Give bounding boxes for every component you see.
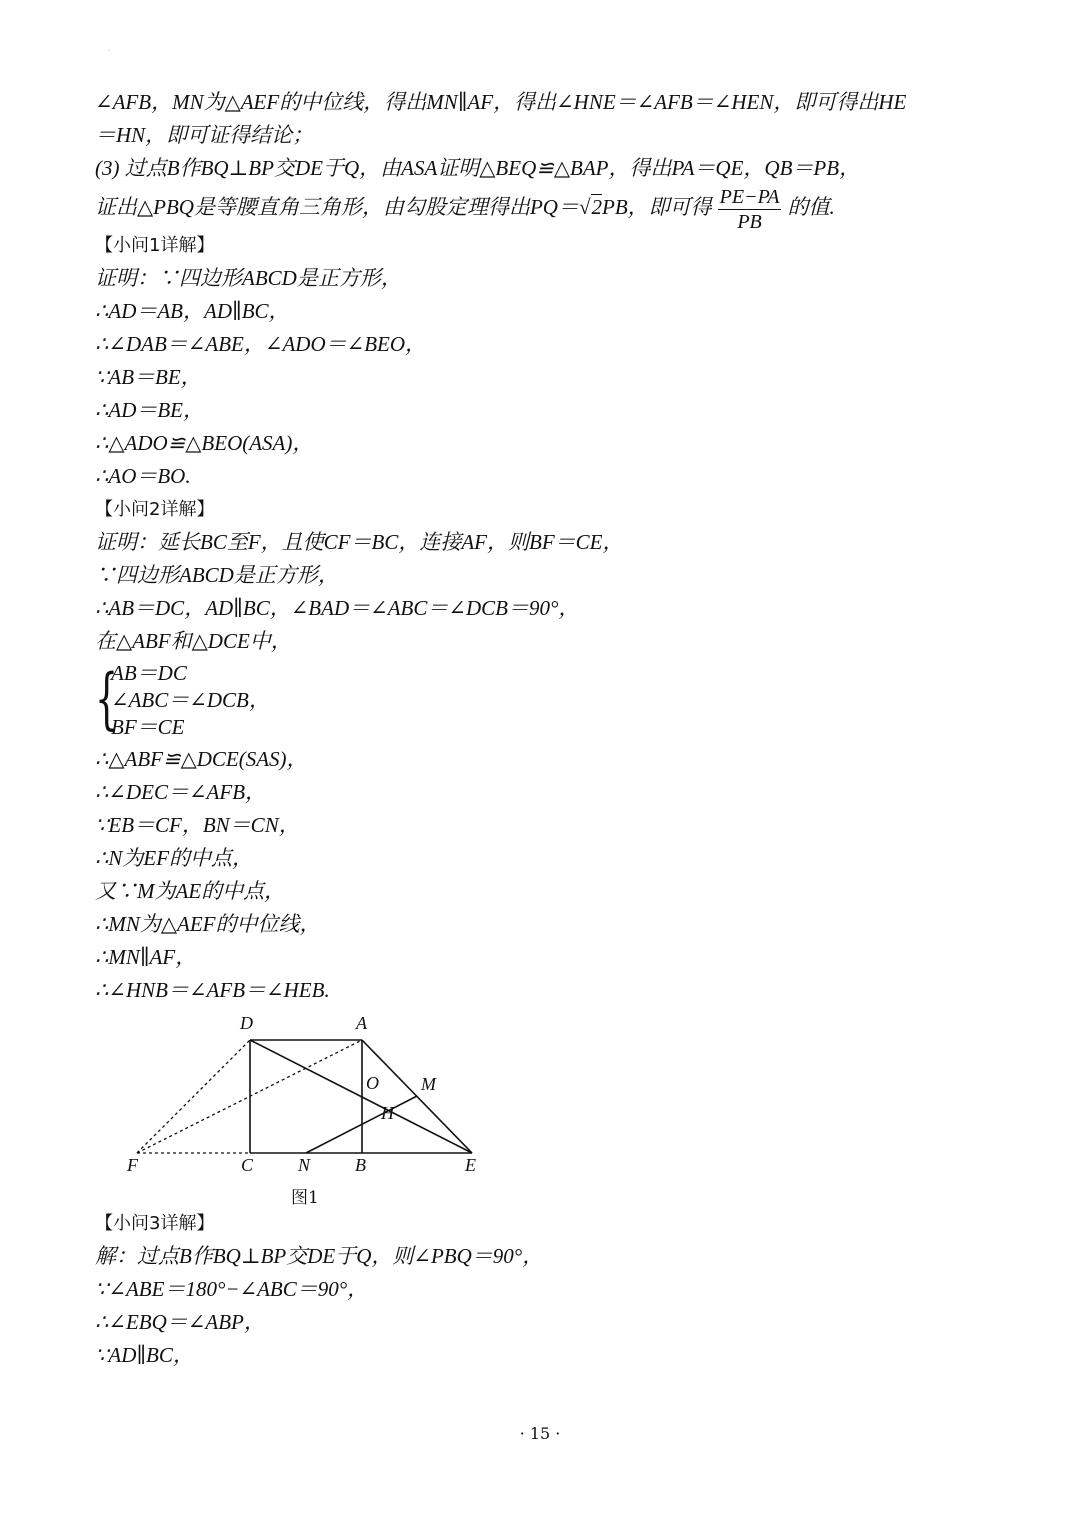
- section3-line-4: ∵AD∥BC，: [95, 1343, 194, 1367]
- fraction-line-after: 的值.: [787, 195, 835, 219]
- segment-DE: [250, 1040, 472, 1153]
- sqrt-argument: 2: [591, 195, 602, 219]
- dashed-FD: [137, 1040, 250, 1153]
- equation-system: [95, 660, 995, 741]
- fraction: [718, 187, 782, 232]
- intro-line-3: (3) 过点B作BQ⊥BP交DE于Q，由ASA证明△BEQ≌△BAP，得出PA＝QE，QB＝PB，: [95, 156, 861, 180]
- section2-line-9: 又∵M为AE的中点，: [95, 879, 286, 903]
- section3-line-3: ∴∠EBQ＝∠ABP，: [95, 1310, 265, 1334]
- section1-line-6: ∴△ADO≌△BEO(ASA)，: [95, 431, 314, 455]
- label-M: M: [421, 1074, 436, 1094]
- section1-heading: 【小问1详解】: [95, 235, 215, 256]
- section1-line-2: ∴AD＝AB，AD∥BC，: [95, 299, 290, 323]
- section1-line-7: ∴AO＝BO.: [95, 464, 191, 488]
- label-A: A: [356, 1013, 367, 1033]
- geometry-figure-svg: [107, 1007, 487, 1207]
- fraction-numerator: PE−PA: [719, 185, 780, 208]
- label-B: B: [355, 1155, 366, 1175]
- fraction-line-after-sqrt: PB，即可得: [602, 195, 712, 219]
- section3-line-2: ∵∠ABE＝180°−∠ABC＝90°，: [95, 1277, 369, 1301]
- equation-system-lines: [111, 660, 270, 741]
- system-line-2: ∠ABC＝∠DCB，: [111, 688, 270, 712]
- section1-line-5: ∴AD＝BE，: [95, 398, 205, 422]
- section2-line-12: ∴∠HNB＝∠AFB＝∠HEB.: [95, 978, 330, 1002]
- section1-line-3: ∴∠DAB＝∠ABE，∠ADO＝∠BEO，: [95, 332, 427, 356]
- document-page: [95, 86, 995, 1372]
- section2-line-6: ∴∠DEC＝∠AFB，: [95, 780, 267, 804]
- section2-line-11: ∴MN∥AF，: [95, 945, 197, 969]
- label-N: N: [298, 1155, 311, 1175]
- fraction-denominator: PB: [737, 210, 762, 233]
- section1-line-4: ∵AB＝BE，: [95, 365, 202, 389]
- intro-line-2: ＝HN，即可证得结论；: [95, 123, 314, 147]
- section2-line-2: ∵四边形ABCD是正方形，: [95, 563, 339, 587]
- page-number: · 15 ·: [519, 1424, 561, 1443]
- geometry-figure-1: [107, 1007, 487, 1207]
- section2-line-5: ∴△ABF≌△DCE(SAS)，: [95, 747, 308, 771]
- label-H: H: [381, 1103, 394, 1123]
- section3-line-1: 解：过点B作BQ⊥BP交DE于Q，则∠PBQ＝90°，: [95, 1244, 544, 1268]
- section2-line-1: 证明：延长BC至F，且使CF＝BC，连接AF，则BF＝CE，: [95, 530, 624, 554]
- section1-line-1: 证明：∵四边形ABCD是正方形，: [95, 266, 402, 290]
- section2-line-8: ∴N为EF的中点，: [95, 846, 254, 870]
- section2-line-7: ∵EB＝CF，BN＝CN，: [95, 813, 300, 837]
- section2-line-4: 在△ABF和△DCE中，: [95, 629, 292, 653]
- section2-heading: 【小问2详解】: [95, 499, 215, 520]
- label-E: E: [465, 1155, 476, 1175]
- system-line-1: AB＝DC: [111, 661, 187, 685]
- intro-line-1: ∠AFB，MN为△AEF的中位线，得出MN∥AF，得出∠HNE＝∠AFB＝∠HEN，即可得出HE: [95, 90, 907, 114]
- section2-line-3: ∴AB＝DC，AD∥BC，∠BAD＝∠ABC＝∠DCB＝90°，: [95, 596, 580, 620]
- section2-line-10: ∴MN为△AEF的中位线，: [95, 912, 321, 936]
- fraction-line-before: 证出△PBQ是等腰直角三角形，由勾股定理得出PQ＝: [95, 195, 579, 219]
- section3-heading: 【小问3详解】: [95, 1213, 215, 1234]
- scan-dot: ·: [108, 48, 110, 55]
- label-F: F: [127, 1155, 138, 1175]
- label-C: C: [241, 1155, 254, 1175]
- sqrt-symbol: √: [578, 195, 591, 219]
- left-brace: {: [95, 660, 119, 737]
- label-D: D: [240, 1013, 253, 1033]
- figure-caption: 图1: [291, 1188, 319, 1208]
- label-O: O: [366, 1073, 379, 1093]
- system-line-3: BF＝CE: [111, 715, 185, 739]
- intro-line-fraction: [95, 185, 995, 233]
